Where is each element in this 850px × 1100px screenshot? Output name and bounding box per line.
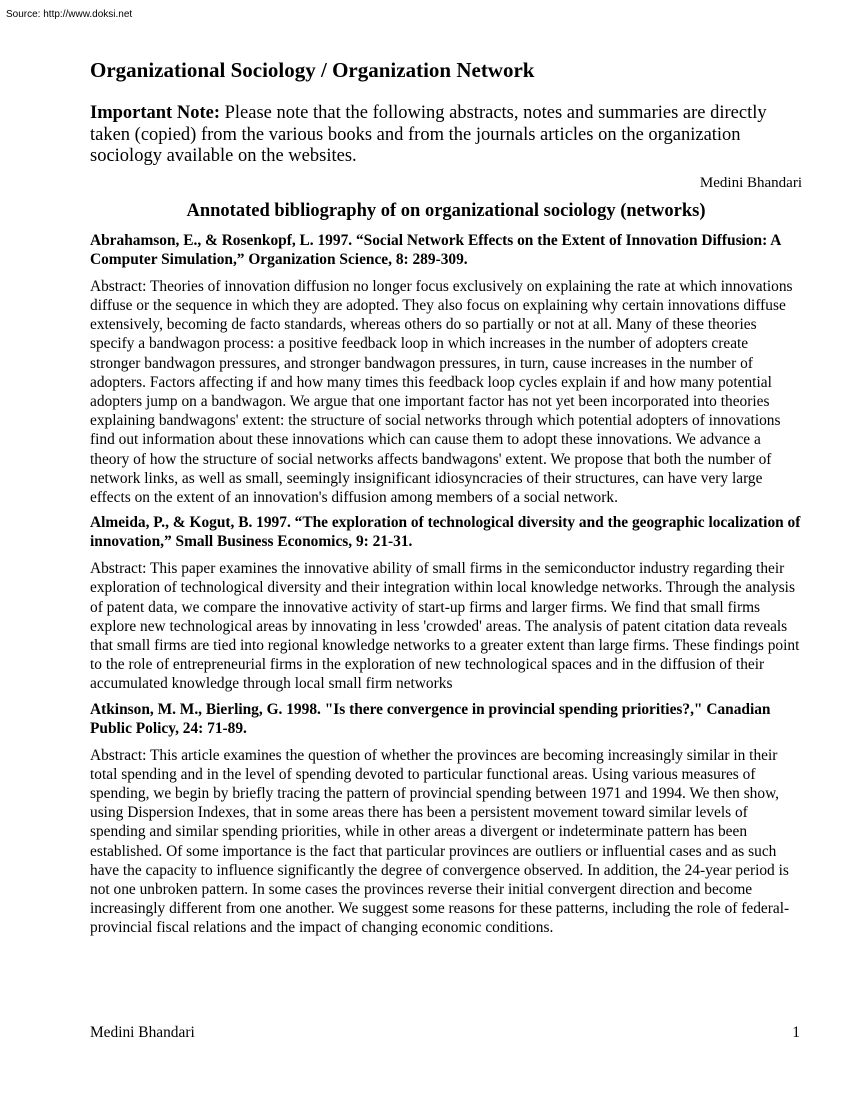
entry-citation: Almeida, P., & Kogut, B. 1997. “The exploration of technological diversity and the geographic localization of innovation,” Small Business Economics, 9: 21-31. [90,514,801,551]
entry-citation: Abrahamson, E., & Rosenkopf, L. 1997. “Social Network Effects on the Extent of Innovation Diffusion: A Computer Simulation,” Organization Science, 8: 289-309. [90,231,781,268]
bibliography-entry [90,700,802,938]
important-note-text: Please note that the following abstracts, notes and summaries are directly taken (copied) from the various books and from the journals articles on the organization sociology available on the websites. [90,103,767,167]
important-note [90,103,802,168]
entry-citation: Atkinson, M. M., Bierling, G. 1998. "Is there convergence in provincial spending priorities?," Canadian Public Policy, 24: 71-89. [90,700,771,737]
author-name: Medini Bhandari [699,174,802,191]
entry-abstract: Abstract: This paper examines the innovative ability of small firms in the semiconductor industry regarding their exploration of technological diversity and their integration within local knowledge networks. Through the analysis of patent data, we compare the innovative activity of start-up firms and larger firms. We find that small firms explore new technological areas by innovating in less 'crowded' areas. The analysis of patent citation data reveals that small firms are tied into regional knowledge networks to a greater extent than large firms. These findings point to the role of entrepreneurial firms in the exploration of new technological spaces and in the diffusion of their accumulated knowledge through local small firm networks [90,560,800,693]
document-body [90,58,802,944]
entry-abstract: Abstract: This article examines the question of whether the provinces are becoming increasingly similar in their total spending and in the level of spending devoted to particular functional areas. Using various measures of spending, we begin by briefly tracing the pattern of provincial spending between 1971 and 1994. We then show, using Dispersion Indexes, that in some areas there has been a persistent movement toward similar levels of spending and similar spending priorities, while in other areas a divergent or indeterminate pattern has been established. Of some importance is the fact that particular provinces are outliers or influential cases and as such have the capacity to influence significantly the degree of convergence observed. In addition, the 24-year period is not one unbroken pattern. In some cases the provinces reverse their initial convergent direction and become increasingly different from one another. We suggest some reasons for these patterns, including the role of federal-provincial fiscal relations and the impact of changing economic conditions. [90,746,790,937]
source-url: Source: http://www.doksi.net [6,9,133,20]
bibliography-entry [90,513,802,693]
page-footer [90,1024,800,1042]
important-note-label: Important Note: [90,103,220,124]
page-number: 1 [792,1024,800,1041]
footer-author: Medini Bhandari [90,1024,195,1041]
bibliography-heading: Annotated bibliography of on organizational sociology (networks) [186,200,706,221]
page-title: Organizational Sociology / Organization Network [90,58,535,82]
bibliography-entry [90,231,802,507]
entry-abstract: Abstract: Theories of innovation diffusion no longer focus exclusively on explaining the rate at which innovations diffuse or the sequence in which they are adopted. They also focus on explaining why certain innovations diffuse extensively, becoming de facto standards, whereas others do so partially or not at all. Many of these theories specify a bandwagon process: a positive feedback loop in which increases in the number of adopters create stronger bandwagon pressures, and stronger bandwagon pressures, in turn, cause increases in the number of adopters. Factors affecting if and how many times this feedback loop cycles explain if and how many potential adopters jump on a bandwagon. We argue that one important factor has not yet been incorporated into theories explaining bandwagons' extent: the structure of social networks through which potential adopters of innovations find out information about these innovations which can cause them to adopt these innovations. We advance a theory of how the structure of social networks affects bandwagons' extent. We propose that both the number of network links, as well as small, seemingly insignificant idiosyncracies of their structures, can have very large effects on the extent of an innovation's diffusion among members of a social network. [90,277,793,506]
